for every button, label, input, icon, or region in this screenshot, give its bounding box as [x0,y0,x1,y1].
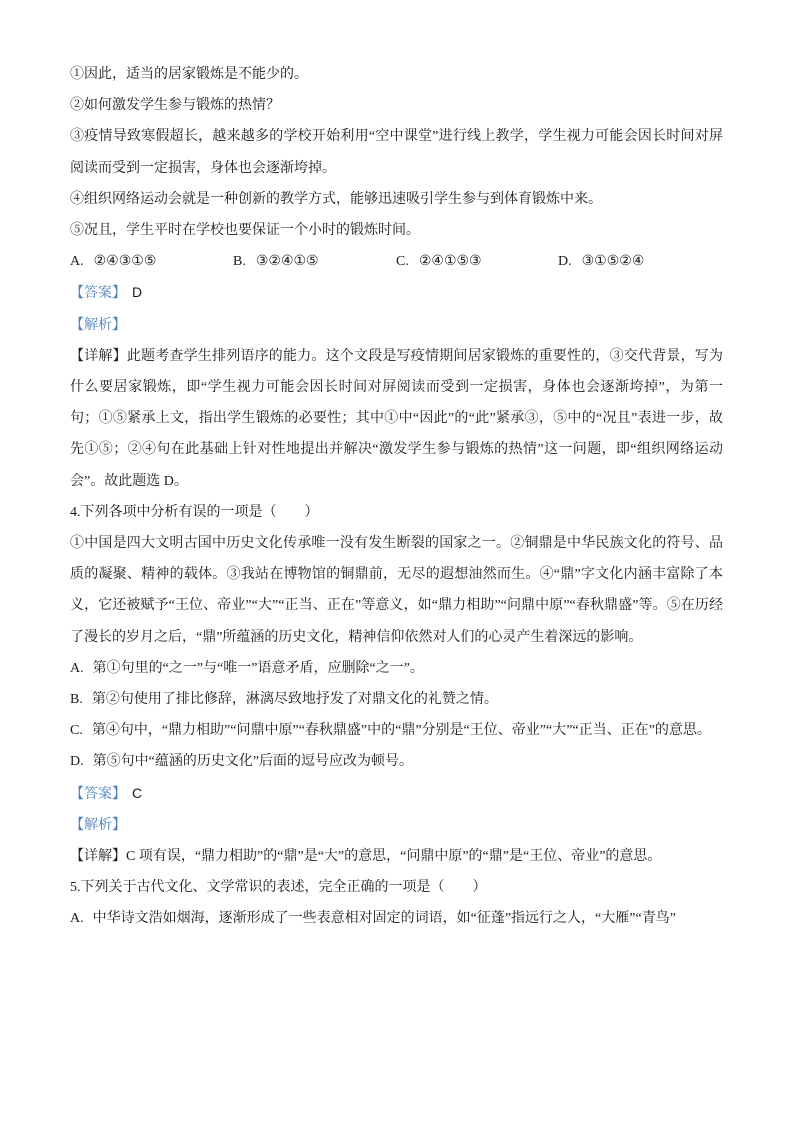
q4-passage: ①中国是四大文明古国中历史文化传承唯一没有发生断裂的国家之一。②铜鼎是中华民族文化的符号、品质的凝聚、精神的载体。③我站在博物馆的铜鼎前，无尽的遐想油然而生。④“鼎”字文化内涵丰富除了本义，它还被赋予“王位、帝业”“大”“正当、正在”等意义，如“鼎力相助”“问鼎中原”“春秋鼎盛”等。⑤在历经了漫长的岁月之后，“鼎”所蕴涵的历史文化，精神信仰依然对人们的心灵产生着深远的影响。 [70,536,723,645]
q3-option-c-value: ②④①⑤③ [418,254,482,270]
q3-option-b-letter: B. [233,254,246,270]
q3-sentence-2: ②如何激发学生参与锻炼的热情？ [70,98,280,114]
q5-option-a [70,903,723,934]
q3-option-c [396,246,558,277]
q5-question: 5.下列关于古代文化、文学常识的表述，完全正确的一项是（ ） [70,880,487,896]
q4-option-a-text: 第①句里的“之一”与“唯一”语意矛盾，应删除“之一”。 [92,660,424,676]
q4-option-b-text: 第②句使用了排比修辞，淋漓尽致地抒发了对鼎文化的礼赞之情。 [91,692,498,708]
q4-option-c-letter: C. [70,723,83,739]
q3-option-a [70,246,233,277]
q4-answer-line [70,778,723,810]
q4-option-a [70,653,723,684]
q3-option-d-letter: D. [558,254,572,270]
q4-option-a-letter: A. [70,660,84,676]
q3-analysis-label: 【解析】 [70,317,126,333]
q4-option-d [70,746,723,777]
q4-option-d-letter: D. [70,754,84,770]
q4-analysis-label: 【解析】 [70,817,126,833]
q3-option-d [558,246,723,277]
q3-option-a-value: ②④③①⑤ [93,254,157,270]
q3-option-a-letter: A. [70,254,84,270]
q3-option-c-letter: C. [396,254,409,270]
q3-sentence-1: ①因此，适当的居家锻炼是不能少的。 [70,67,308,82]
q3-option-b-value: ③②④①⑤ [255,254,319,270]
q3-option-b [233,246,396,277]
q4-answer-value: C [132,784,143,801]
q3-sentence-5: ⑤况且，学生平时在学校也要保证一个小时的锻炼时间。 [70,223,420,239]
q3-detail: 【详解】此题考查学生排列语序的能力。这个文段是写疫情期间居家锻炼的重要性的，③交代背景，写为什么要居家锻炼，即“学生视力可能会因长时间对屏阅读而受到一定损害，身体也会逐渐垮掉”，为第一句；①⑤紧承上文，指出学生锻炼的必要性；其中①中“因此”的“此”紧承③，⑤中的“况且”表进一步，故先①⑤；②④句在此基础上针对性地提出并解决“激发学生参与锻炼的热情”这一问题，即“组织网络运动会”。故此题选 D。 [70,348,723,489]
q3-answer-value: D [132,284,143,301]
q3-options-row [70,246,723,277]
q4-question: 4.下列各项中分析有误的一项是（ ） [70,504,319,520]
q3-answer-label: 【答案】 [70,286,126,302]
q5-option-a-text: 中华诗文浩如烟海，逐渐形成了一些表意相对固定的词语，如“征蓬”指远行之人，“大雁”“青鸟” [92,911,676,927]
q4-option-c [70,715,723,746]
q4-option-b-letter: B. [70,692,83,708]
q3-sentence-4: ④组织网络运动会就是一种创新的教学方式，能够迅速吸引学生参与到体育锻炼中来。 [70,191,602,207]
q3-analysis-line [70,310,723,341]
q4-option-b [70,684,723,715]
q4-option-c-text: 第④句中，“鼎力相助”“问鼎中原”“春秋鼎盛”中的“鼎”分别是“王位、帝业”“大”“正当、正在”的意思。 [91,723,711,739]
q4-answer-label: 【答案】 [70,786,126,802]
q4-option-d-text: 第⑤句中“蕴涵的历史文化”后面的逗号应改为顿号。 [92,754,414,770]
q4-analysis-line [70,810,723,841]
q3-answer-line [70,277,723,309]
q3-option-d-value: ③①⑤②④ [581,254,645,270]
q3-sentence-3: ③疫情导致寒假超长，越来越多的学校开始利用“空中课堂”进行线上教学，学生视力可能会因长时间对屏阅读而受到一定损害，身体也会逐渐垮掉。 [70,129,723,176]
q4-detail: 【详解】C 项有误，“鼎力相助”的“鼎”是“大”的意思，“问鼎中原”的“鼎”是“王位、帝业”的意思。 [70,849,662,865]
q5-option-a-letter: A. [70,911,84,927]
